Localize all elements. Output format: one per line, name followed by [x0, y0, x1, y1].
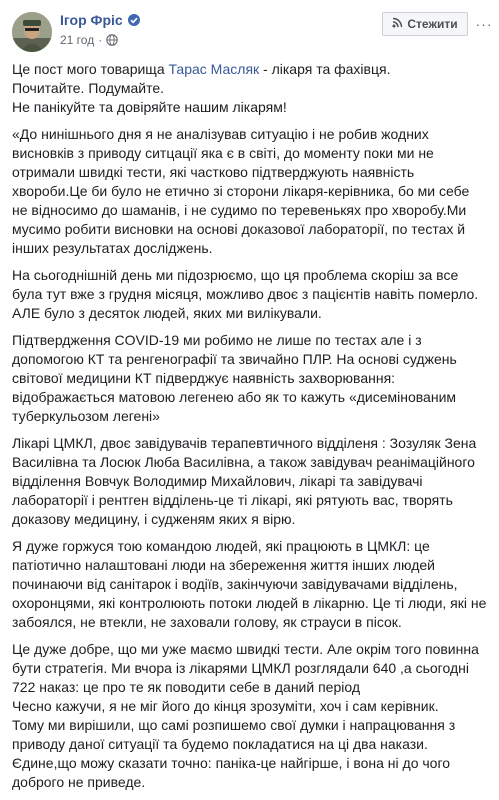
mentioned-user-link[interactable]: Тарас Масляк — [168, 61, 260, 77]
meta-dot: · — [98, 33, 103, 47]
paragraph-6-line-3: Тому ми вирішили, що самі розпишемо свої думки і напрацювання з приводу даної ситуації та будемо покладатися на ці два накази. — [12, 717, 456, 752]
paragraph-6-line-1: Це дуже добре, що ми уже маємо швидкі тести. Але окрім того повинна бути стратегія. Ми вчора із лікарями ЦМКЛ розглядали 640 ,а сьогодні 722 наказ: це про те як поводити себе в даний період — [12, 641, 479, 695]
post-time[interactable]: 21 год — [60, 33, 95, 47]
follow-button[interactable] — [382, 12, 468, 36]
paragraph-2: На сьогоднішній день ми підозрюємо, що ця проблема скоріш за все була тут вже з грудня місяця, можливо двоє з пацієнтів навіть померло. АЛЕ було з десяток людей, яких ми вилікували. — [12, 267, 479, 321]
paragraph-6-line-4: Єдине,що можу сказати точно: паніка-це найгірше, і вона ні до чого доброго не приведе. — [12, 755, 451, 790]
avatar-image — [12, 12, 52, 52]
author-name-row — [60, 12, 140, 28]
globe-icon — [106, 34, 118, 46]
intro-suffix: - лікаря та фахівця. — [259, 61, 391, 77]
paragraph-6-line-2: Чесно кажучи, я не міг його до кінця зрозуміти, хоч і сам керівник. — [12, 698, 439, 714]
paragraph-5: Я дуже горжуся тою командою людей, які працюють в ЦМКЛ: це патіотично налаштовані люди на збереження життя інших людей починаючи від санітарок і водіїв, закінчуючи завідувачами відділень, охоронцями, які контролюють потоки людей в лікарню. Це ті люди, які не забоялся, не втекли, не заховали голову, як страуси в пісок. — [12, 538, 487, 630]
paragraph-4: Лікарі ЦМКЛ, двоє завідувачів терапевтичного відділеня : Зозуляк Зена Василівна та Лосюк Люба Василівна, а також завідувач реанімаційного відділення Вовчук Володимир Михайлович, лікарі та завідувачі лабораторії і рентген відділень-це ті лікарі, які рятують вас, творять доказову медицину, і судженям яких я вірю. — [12, 435, 477, 527]
rss-follow-icon — [392, 17, 403, 31]
intro-line-2: Почитайте. Подумайте. — [12, 80, 165, 96]
intro-line-3: Не панікуйте та довіряйте нашим лікарям! — [12, 99, 287, 115]
paragraph-1: «До нинішнього дня я не аналізував ситуацію і не робив жодних висновків з приводу ситцації яка є в світі, до моменту поки ми не отримали швидкі тести, які частково підтверджують наявність хвороби.Це би було не етично зі сторони лікаря-керівника, бо ми себе не відносимо до шаманів, і не судимо по теревенькях про хворобу.Ми мусимо робити висновки на основі доказової лабораторії, по тестах й інших результатах досліджень. — [12, 126, 470, 256]
author-name[interactable]: Ігор Фріс — [60, 12, 123, 28]
paragraph-3: Підтвердження COVID-19 ми робимо не лише по тестах але і з допомогою КТ та ренгенографії та звичайно ПЛР. На основі суджень світової медицини КТ підверджує наявність захворювання: відображається матовою легенею або як то кажуть «дисемінованим туберкульозом легені» — [12, 332, 457, 424]
post-body — [12, 60, 488, 800]
intro-paragraph — [12, 60, 488, 117]
author-avatar[interactable] — [12, 12, 52, 52]
paragraph-6 — [12, 640, 488, 792]
follow-label: Стежити — [407, 17, 458, 31]
post-header — [0, 0, 499, 60]
more-dots-icon[interactable]: ··· — [475, 16, 493, 32]
verified-badge-icon — [128, 14, 140, 26]
post-meta — [60, 33, 118, 47]
intro-prefix: Це пост мого товарища — [12, 61, 169, 77]
